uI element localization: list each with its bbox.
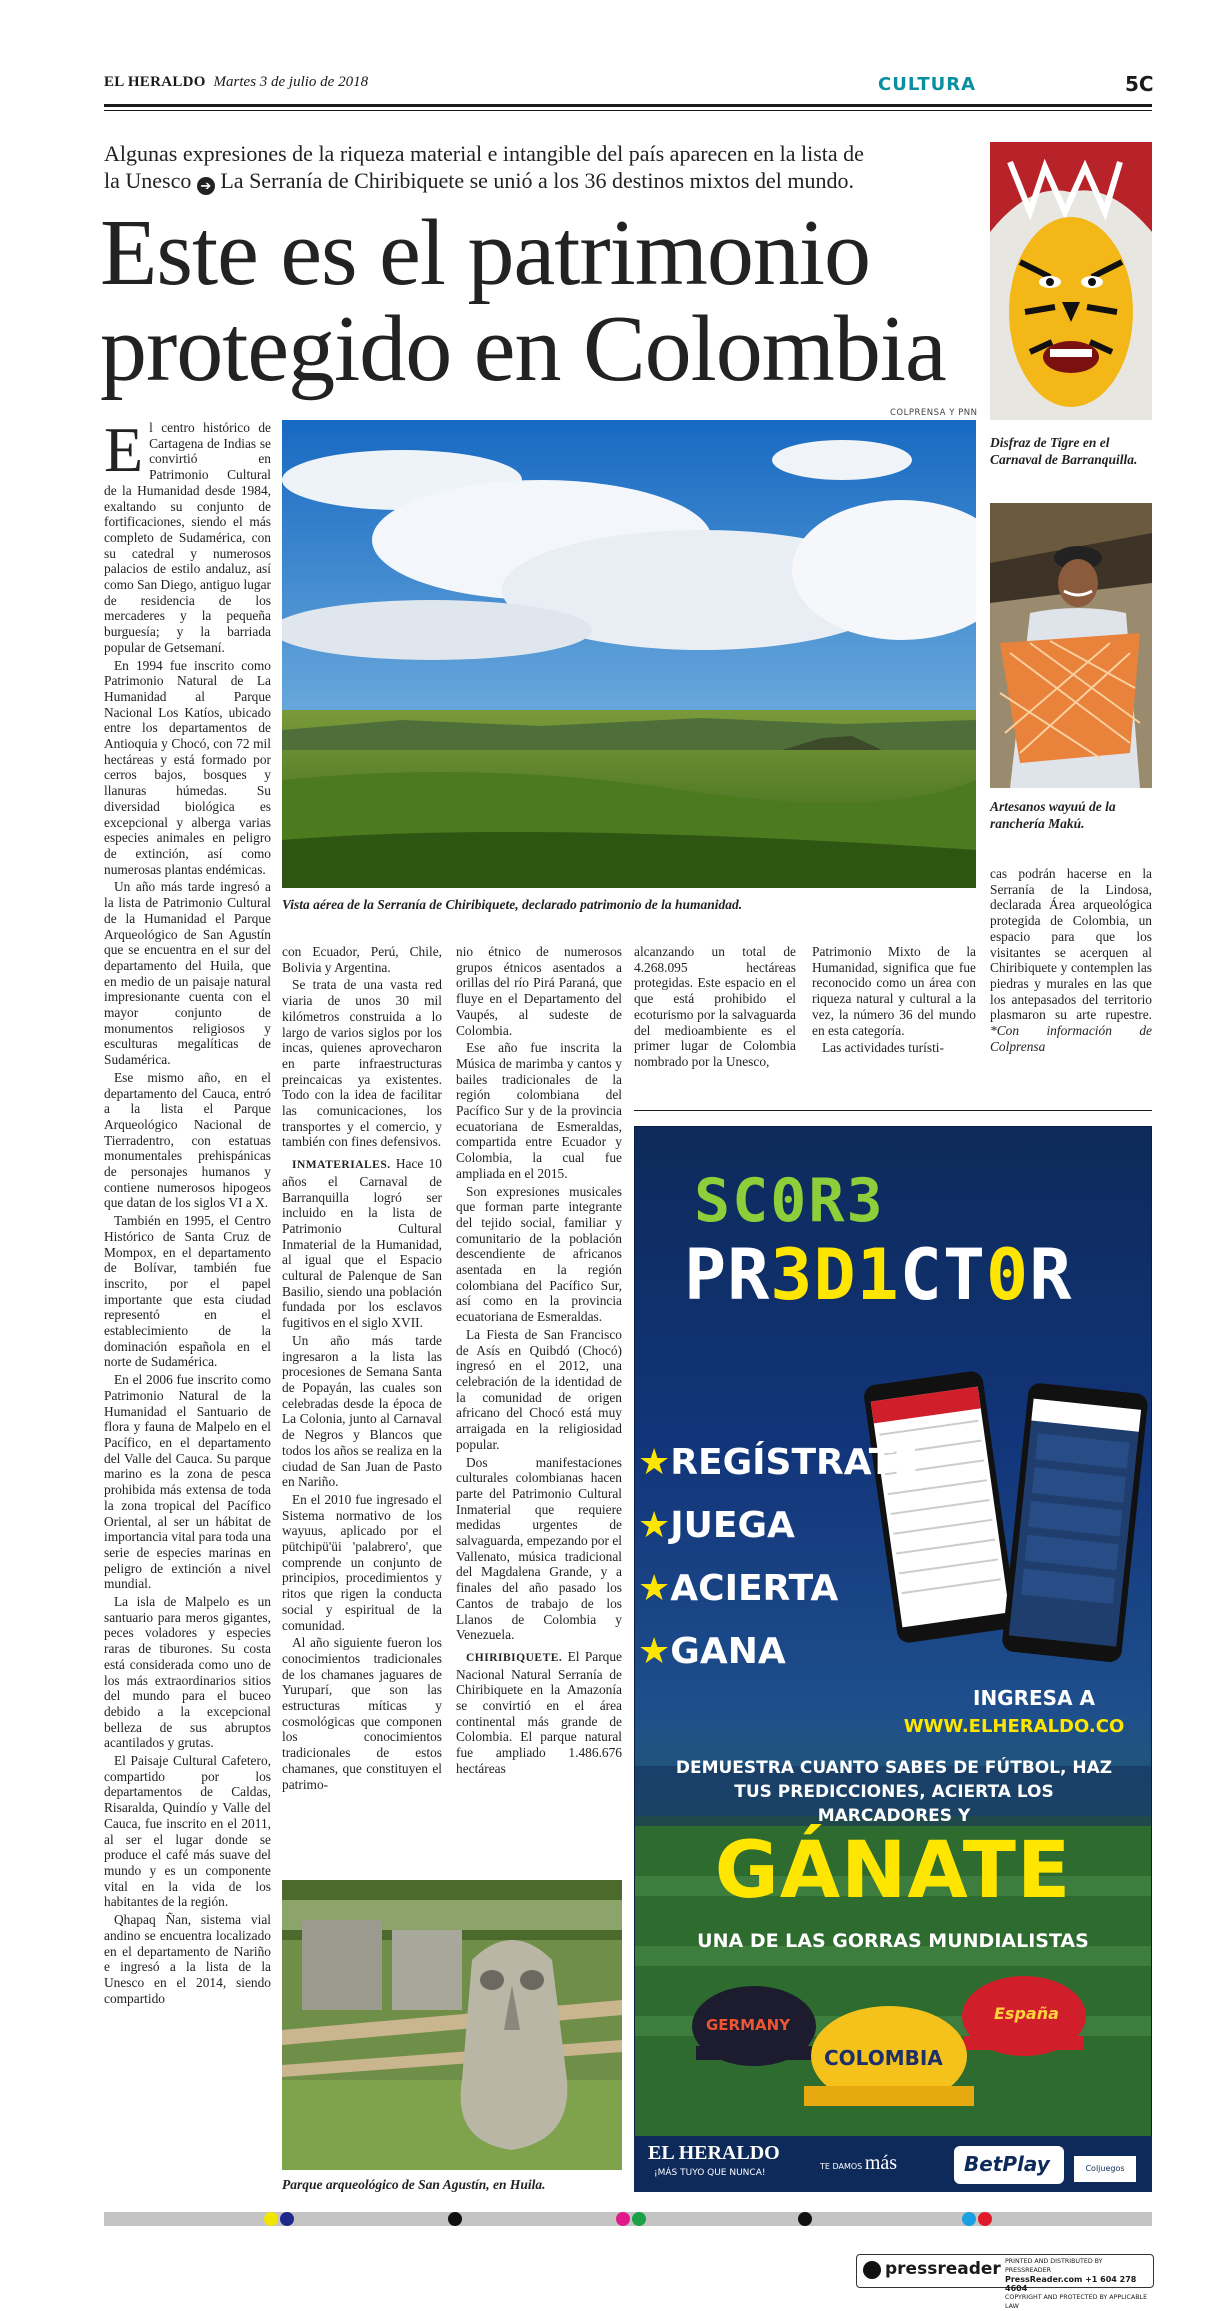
headline-line-2: protegido en Colombia (100, 297, 946, 401)
paragraph: El Paisaje Cultural Cafetero, compartido por los departamentos de Caldas, Risaralda, Quindío y Valle del Cauca, fue inscrito en el 2011, al ser el lugar donde se produce el café más suave del mundo y es un componente vital en la vida de los habitantes de la región. (104, 1753, 271, 1910)
wayuu-caption: Artesanos wayuú de la ranchería Makú. (990, 799, 1116, 831)
chiribiquete-photo (282, 420, 976, 888)
betplay-logo: BetPlay (964, 2152, 1050, 2176)
registration-dot (616, 2212, 630, 2226)
paragraph: También en 1995, el Centro Histórico de Santa Cruz de Mompox, en el departamento de Bolívar, también fue inscrito, por el papel importante que esta ciudad representó en el establecimiento de la dominación española en el norte de Sudamérica. (104, 1213, 271, 1370)
headline (100, 201, 1000, 401)
article-column-1 (104, 414, 271, 2008)
masthead (104, 74, 368, 91)
paragraph: CHIRIBIQUETE. El Parque Nacional Natural Serranía de Chiribiquete en la Amazonía se convirtió en el área continental más grande de Colombia. El parque natural fue ampliado 1.486.676 hectáreas (456, 1648, 622, 1776)
registration-dot (978, 2212, 992, 2226)
paragraph: INMATERIALES. Hace 10 años el Carnaval de Barranquilla logró ser incluido en la lista de Patrimonio Cultural Inmaterial de la Humanidad, al igual que el Espacio cultural de Palenque de San Basilio, siendo una población fundada por los esclavos fugitivos en el siglo XVII. (282, 1156, 442, 1331)
star-icon: ★ (638, 1505, 671, 1546)
paragraph: La Fiesta de San Francisco de Asís en Quibdó (Chocó) ingresó en el 2012, una celebración de la identidad de la comunidad de origen africano del Chocó está muy arraigada en la religiosidad popular. (456, 1326, 622, 1452)
paragraph: Al año siguiente fueron los conocimientos tradicionales de los chamanes jaguares de Yuruparí, que son las estructuras míticas y cosmológicas que componen los conocimientos tradicionales de estos chamanes, que constituyen el patrimo- (282, 1635, 442, 1792)
arrow-circle-icon: ➔ (197, 177, 215, 195)
ad-steps (638, 1442, 918, 1672)
photo-credit: COLPRENSA Y PNN (890, 408, 978, 418)
tiger-costume-photo (990, 142, 1152, 420)
section-label: CULTURA (878, 74, 977, 95)
star-icon: ★ (638, 1631, 671, 1672)
ad-title-score: SC0R3 (694, 1166, 885, 1236)
ad-step-1: ★REGÍSTRATE (638, 1442, 918, 1483)
paragraph: En el 2006 fue inscrito como Patrimonio Natural de la Humanidad el Santuario de flora y fauna de Malpelo en el Pacífico, en el departamento del Valle del Cauca. Su parque marino es la zona de pesca prohibida más extensa de toda la zona tropical del Pacífico Oriental, al ser un hábitat de importancia vital para toda una serie de especies marinas en peligro de extinción a nivel mundial. (104, 1372, 271, 1592)
star-icon: ★ (638, 1442, 671, 1483)
registration-dot (280, 2212, 294, 2226)
paragraph: Ese mismo año, en el departamento del Cauca, entró a la lista el Parque Arqueológico Nacional de Tierradentro, con estatuas monumentales prehispánicas de personajes humanos y contiene numerosos hipogeos que datan de los siglos VI a X. (104, 1069, 271, 1211)
cap-colombia-label: COLOMBIA (824, 2046, 943, 2070)
ad-url-link[interactable]: WWW.ELHERALDO.CO (903, 1716, 1125, 1737)
coljuegos-logo: Coljuegos (1074, 2156, 1136, 2182)
drop-cap: E (104, 414, 144, 485)
deck-line-1: Algunas expresiones de la riqueza material e intangible del país aparecen en la lista de (104, 141, 864, 166)
paragraph: Son expresiones musicales que forman parte integrante del tejido social, familiar y comunitario de la población descendiente de africanos asentada en la región colombiana del Pacífico Sur, así como en la provincia ecuatoriana de Esmeraldas. (456, 1183, 622, 1325)
paragraph: l centro histórico de Cartagena de Indias se convirtió en Patrimonio Cultural de la Humanidad desde 1984, exaltando su conjunto de fortificaciones, siendo el más completo de Sudamérica, con su catedral y numerosos palacios de estilo andaluz, así como San Diego, antiguo lugar de residencia de los mercaderes y la pequeña burguesía; y la barriada popular de Getsemaní. (104, 420, 271, 655)
article-column-3 (456, 944, 622, 1779)
ad-ingresa: INGRESA A (973, 1686, 1095, 1710)
subhead-inmateriales: INMATERIALES. (292, 1159, 391, 1172)
article-column-2 (282, 944, 442, 1794)
paragraph: Se trata de una vasta red viaria de unos 30 mil kilómetros construida a lo largo de varios siglos por los incas, quienes aprovecharon en parte infraestructuras preincaicas ya existentes. Todo con la idea de facilitar las comunicaciones, los transportes y el comercio, y también con fines defensivos. (282, 977, 442, 1150)
paragraph: Dos manifestaciones culturales colombianas hacen parte del Patrimonio Cultural Inmaterial que requiere medidas urgentes de salvaguarda, empezando por el Vallenato, música tradicional del Magdalena Grande, y a finales del año pasado los Cantos de trabajo de los Llanos de Colombia y Venezuela. (456, 1454, 622, 1643)
paragraph: Un año más tarde ingresó a la lista de Patrimonio Cultural de la Humanidad el Parque Arqueológico de San Agustín que se encuentra en el sur del departamento del Huila, que en medio de un paisaje natural impresionante cuenta con el mayor conjunto de monumentos religiosos y esculturas megalíticas de Sudamérica. (104, 879, 271, 1068)
ad-prize: UNA DE LAS GORRAS MUNDIALISTAS (697, 1930, 1089, 1952)
subhead-chiribiquete: CHIRIBIQUETE. (466, 1651, 563, 1664)
pressreader-icon (863, 2261, 881, 2279)
paragraph: Qhapaq Ñan, sistema vial andino se encuentra localizado en el departamento de Nariño e ingresó a la lista de la Unesco en el 2014, siendo compartido (104, 1912, 271, 2006)
registration-dot (264, 2212, 278, 2226)
ad-title-predictor: PR3D1CT0R (684, 1234, 1073, 1316)
wayuu-artisan-photo (990, 503, 1152, 788)
san-agustin-photo (282, 1880, 622, 2170)
registration-dot (962, 2212, 976, 2226)
star-icon: ★ (638, 1568, 671, 1609)
paper-name: EL HERALDO (104, 74, 206, 90)
san-agustin-caption: Parque arqueológico de San Agustín, en Huila. (282, 2177, 546, 2192)
page-number: 5C (1125, 72, 1154, 96)
tiger-caption: Disfraz de Tigre en el Carnaval de Barranquilla. (990, 435, 1138, 467)
ad-step-3: ★ACIERTA (638, 1568, 839, 1609)
paragraph: La isla de Malpelo es un santuario para meros gigantes, peces voladores y especies raras de tiburones. Su costa está considerada como uno de los más extraordinarios sitios del mundo para el buceo debido a la excepcional belleza de sus abruptos acantilados y grutas. (104, 1594, 271, 1751)
deck (104, 140, 984, 195)
paragraph: En 1994 fue inscrito como Patrimonio Natural de La Humanidad al Parque Nacional Los Katíos, ubicado entre los departamentos de Antioquia y Chocó, con 72 mil hectáreas y está formado por cerros bajos, bosques y llanuras húmedas. Su diversidad biológica es excepcional y alberga varias especies animales en peligro de extinción, así como numerosas plantas endémicas. (104, 657, 271, 877)
paragraph: alcanzando un total de 4.268.095 hectáreas protegidas. Este espacio en el que está prohibido el ecoturismo por la salvaguarda del medioambiente es el primer lugar de Colombia nombrado por la Unesco, (634, 944, 796, 1069)
cap-germany-label: GERMANY (706, 2016, 791, 2034)
registration-dot (798, 2212, 812, 2226)
deck-line-2: la Unesco ➔ La Serranía de Chiribiquete se unió a los 36 destinos mixtos del mundo. (104, 168, 854, 193)
paragraph: Las actividades turísti- (822, 1040, 944, 1056)
article-column-6 (990, 866, 1152, 1056)
paragraph: En el 2010 fue ingresado el Sistema normativo de los wayuus, aplicado por el pütchipü'üi 'palabrero', que comprende un conjunto de principios, procedimientos y ritos que rigen la conducta social y espiritual de la comunidad. (282, 1491, 442, 1633)
ad-brand-logo: EL HERALDO (648, 2142, 780, 2164)
registration-dot (632, 2212, 646, 2226)
header-rule-thin (104, 110, 1152, 111)
paragraph: Ese año fue inscrita la Música de marimba y cantos y bailes tradicionales de la región colombiana del Pacífico Sur y de la provincia ecuatoriana de Esmeraldas, compartida entre Ecuador y Colombia, la cual fue ampliada en el 2015. (456, 1040, 622, 1181)
article-column-5 (812, 944, 976, 1058)
header-rule (104, 104, 1152, 107)
paragraph: nio étnico de numerosos grupos étnicos asentados a orillas del río Pirá Paraná, que fluye en el Departamento del Vaupés, al sudeste de Colombia. (456, 944, 622, 1038)
ad-mas-logo: TE DAMOS más (820, 2152, 898, 2174)
ad-brand-tagline: ¡MÁS TUYO QUE NUNCA! (654, 2168, 766, 2178)
main-photo-caption: Vista aérea de la Serranía de Chiribiquete, declarado patrimonio de la humanidad. (282, 897, 743, 912)
issue-date: Martes 3 de julio de 2018 (213, 74, 369, 90)
paragraph: con Ecuador, Perú, Chile, Bolivia y Argentina. (282, 944, 442, 975)
pressreader-badge[interactable] (856, 2254, 1154, 2310)
pressreader-info: PRINTED AND DISTRIBUTED BY PRESSREADER PressReader.com +1 604 278 4604 COPYRIGHT AND PROTECTED BY APPLICABLE LAW (1005, 2258, 1148, 2310)
ad-pitch: DEMUESTRA CUANTO SABES DE FÚTBOL, HAZ TUS PREDICCIONES, ACIERTA LOS MARCADORES Y (675, 1758, 1113, 1826)
paragraph: cas podrán hacerse en la Serranía de la Lindosa, declarada Área arqueológica protegida de Colombia, un espacio para que los visitantes se acerquen al Chiribiquete y contemplen las piedras y murales en las que los antepasados del territorio plasmaron su arte rupestre. *Con información de Colprensa (990, 866, 1152, 1054)
source-note: *Con información de Colprensa (990, 1023, 1152, 1054)
headline-line-1: Este es el patrimonio (100, 201, 870, 305)
ad-step-4: ★GANA (638, 1631, 786, 1672)
paragraph: Un año más tarde ingresaron a la lista las procesiones de Semana Santa de Popayán, las cuales son celebradas desde la época de La Colonia, junto al Carnaval de Negros y Blancos que todos los años se realiza en la ciudad de San Juan de Pasto en Nariño. (282, 1332, 442, 1490)
registration-dot (448, 2212, 462, 2226)
article-column-4 (634, 944, 796, 1072)
paragraph: Patrimonio Mixto de la Humanidad, significa que fue reconocido como un área con riqueza natural y cultural a la vez, la número 36 del mundo en esta categoría. (812, 944, 976, 1038)
ad-step-2: ★JUEGA (638, 1505, 795, 1546)
pressreader-logo: pressreader (885, 2259, 1001, 2279)
cap-spain-label: España (994, 2004, 1059, 2023)
ad-ganate: GÁNATE (714, 1826, 1072, 1916)
score-predictor-ad[interactable] (634, 1126, 1152, 2192)
ad-separator (634, 1110, 1152, 1111)
